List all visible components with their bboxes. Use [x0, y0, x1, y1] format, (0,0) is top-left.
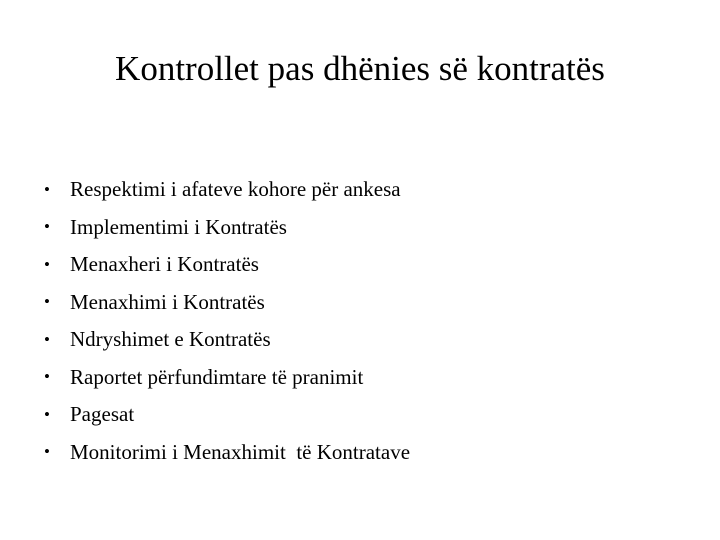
- list-item-text: Ndryshimet e Kontratës: [70, 327, 271, 352]
- bullet-icon: •: [44, 442, 50, 462]
- list-item-text: Pagesat: [70, 402, 135, 427]
- list-item-text: Raportet përfundimtare të pranimit: [70, 364, 364, 389]
- list-item-text: Monitorimi i Menaxhimit të Kontratave: [70, 439, 411, 464]
- bullet-icon: •: [44, 292, 50, 312]
- list-item-text: Menaxheri i Kontratës: [70, 252, 259, 277]
- list-item: [44, 321, 410, 359]
- bullet-icon: •: [44, 254, 50, 274]
- list-item-text: Respektimi i afateve kohore për ankesa: [70, 177, 401, 202]
- bullet-icon: •: [44, 367, 50, 387]
- bullet-icon: •: [44, 329, 50, 349]
- list-item: [44, 396, 410, 434]
- list-item: [44, 434, 410, 472]
- list-item-text: Menaxhimi i Kontratës: [70, 289, 265, 314]
- slide-title: Kontrollet pas dhënies së kontratës: [115, 49, 605, 88]
- bullet-list: [44, 171, 410, 471]
- bullet-icon: •: [44, 179, 50, 199]
- list-item: [44, 246, 410, 284]
- bullet-icon: •: [44, 217, 50, 237]
- bullet-icon: •: [44, 404, 50, 424]
- list-item: [44, 284, 410, 322]
- list-item: [44, 171, 410, 209]
- list-item: [44, 359, 410, 397]
- list-item-text: Implementimi i Kontratës: [70, 214, 287, 239]
- list-item: [44, 209, 410, 247]
